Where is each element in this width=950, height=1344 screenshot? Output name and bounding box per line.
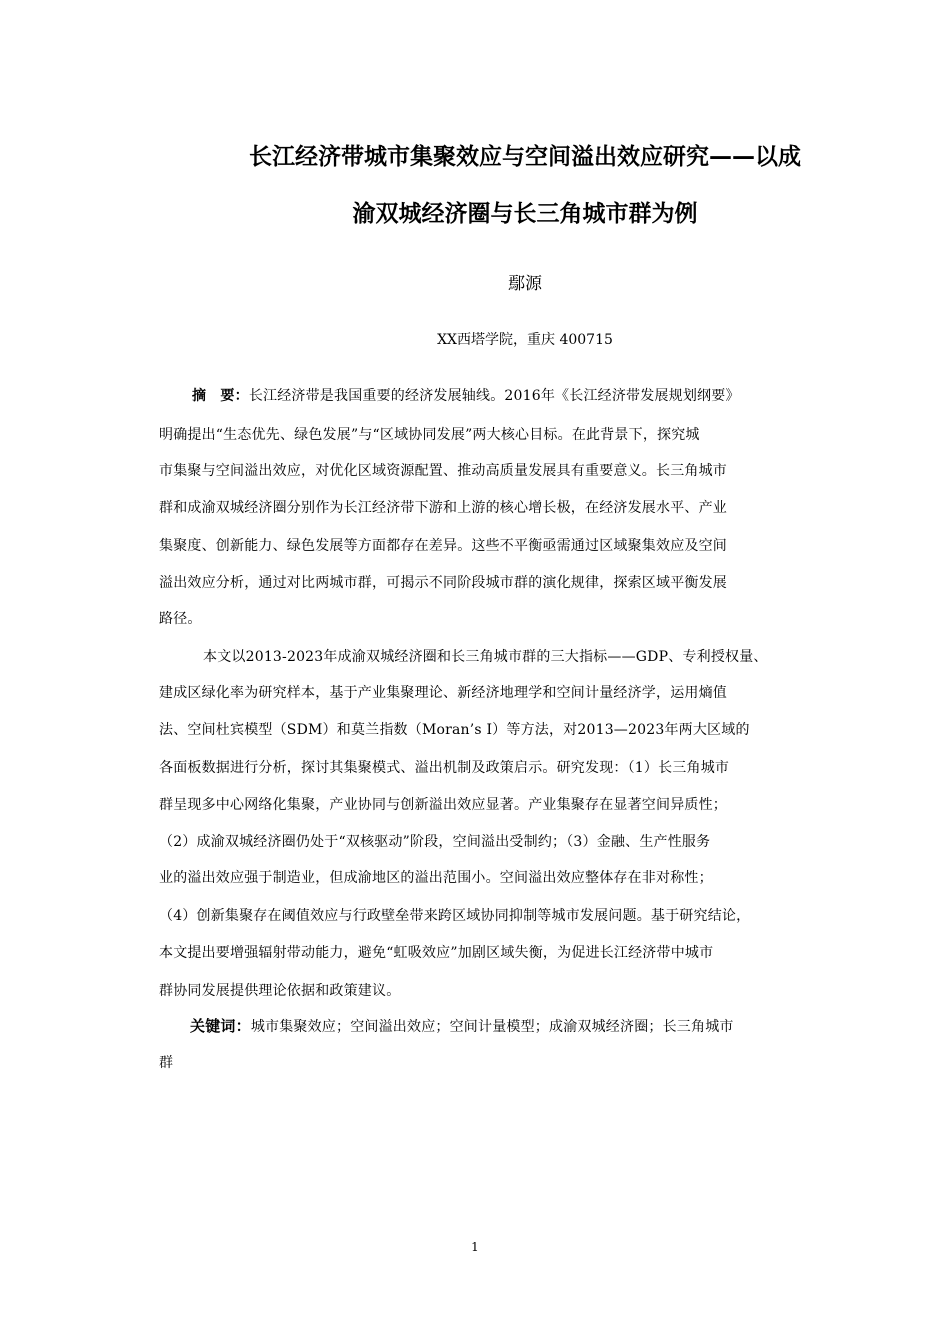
paper-title-line-2: 渝双城经济圈与长三角城市群为例 — [352, 201, 698, 227]
keywords-label: 关键词： — [190, 1017, 251, 1035]
author-name: 鄢源 — [508, 274, 542, 294]
keywords-line: 群 — [159, 1055, 174, 1071]
body-line: 本文以2013-2023年成渝双城经济圈和长三角城市群的三大指标——GDP、专利授权量、 — [203, 649, 768, 665]
body-line: 法、空间杜宾模型（SDM）和莫兰指数（Moran’s I）等方法，对2013—2023年两大区域的 — [159, 722, 750, 738]
body-line: 群协同发展提供理论依据和政策建议。 — [159, 983, 401, 999]
abstract-line: 市集聚与空间溢出效应，对优化区域资源配置、推动高质量发展具有重要意义。长三角城市 — [159, 463, 727, 479]
abstract-label: 摘 要： — [192, 388, 249, 404]
abstract-line: 明确提出“生态优先、绿色发展”与“区域协同发展”两大核心目标。在此背景下，探究城 — [159, 427, 700, 443]
keywords-text: 城市集聚效应；空间溢出效应；空间计量模型；成渝双城经济圈；长三角城市 — [250, 1019, 734, 1035]
body-line: 群呈现多中心网络化集聚，产业协同与创新溢出效应显著。产业集聚存在显著空间异质性； — [159, 797, 727, 813]
page-number: 1 — [471, 1240, 479, 1254]
abstract-line — [192, 385, 859, 407]
body-line: 本文提出要增强辐射带动能力，避免“虹吸效应”加剧区域失衡，为促进长江经济带中城市 — [159, 945, 714, 961]
body-line: 业的溢出效应强于制造业，但成渝地区的溢出范围小。空间溢出效应整体存在非对称性； — [159, 870, 713, 886]
abstract-text: 长江经济带是我国重要的经济发展轴线。2016年《长江经济带发展规划纲要》 — [248, 388, 740, 404]
body-line: （2）成渝双城经济圈仍处于“双核驱动”阶段，空间溢出受制约；（3）金融、生产性服务 — [159, 834, 711, 850]
abstract-line: 溢出效应分析，通过对比两城市群，可揭示不同阶段城市群的演化规律，探索区域平衡发展 — [159, 575, 727, 591]
abstract-line: 集聚度、创新能力、绿色发展等方面都存在差异。这些不平衡亟需通过区域聚集效应及空间 — [159, 538, 727, 554]
abstract-line: 群和成渝双城经济圈分别作为长江经济带下游和上游的核心增长极，在经济发展水平、产业 — [159, 500, 727, 516]
body-line: 各面板数据进行分析，探讨其集聚模式、溢出机制及政策启示。研究发现：（1）长三角城市 — [159, 760, 730, 776]
keywords-line — [190, 1015, 859, 1038]
body-line: 建成区绿化率为研究样本，基于产业集聚理论、新经济地理学和空间计量经济学，运用熵值 — [159, 685, 727, 701]
body-line: （4）创新集聚存在阈值效应与行政壁垒带来跨区域协同抑制等城市发展问题。基于研究结论， — [159, 908, 751, 924]
paper-title-line-1: 长江经济带城市集聚效应与空间溢出效应研究——以成 — [249, 144, 801, 170]
abstract-line: 路径。 — [159, 611, 202, 627]
author-affiliation: XX西塔学院，重庆 400715 — [437, 332, 613, 348]
